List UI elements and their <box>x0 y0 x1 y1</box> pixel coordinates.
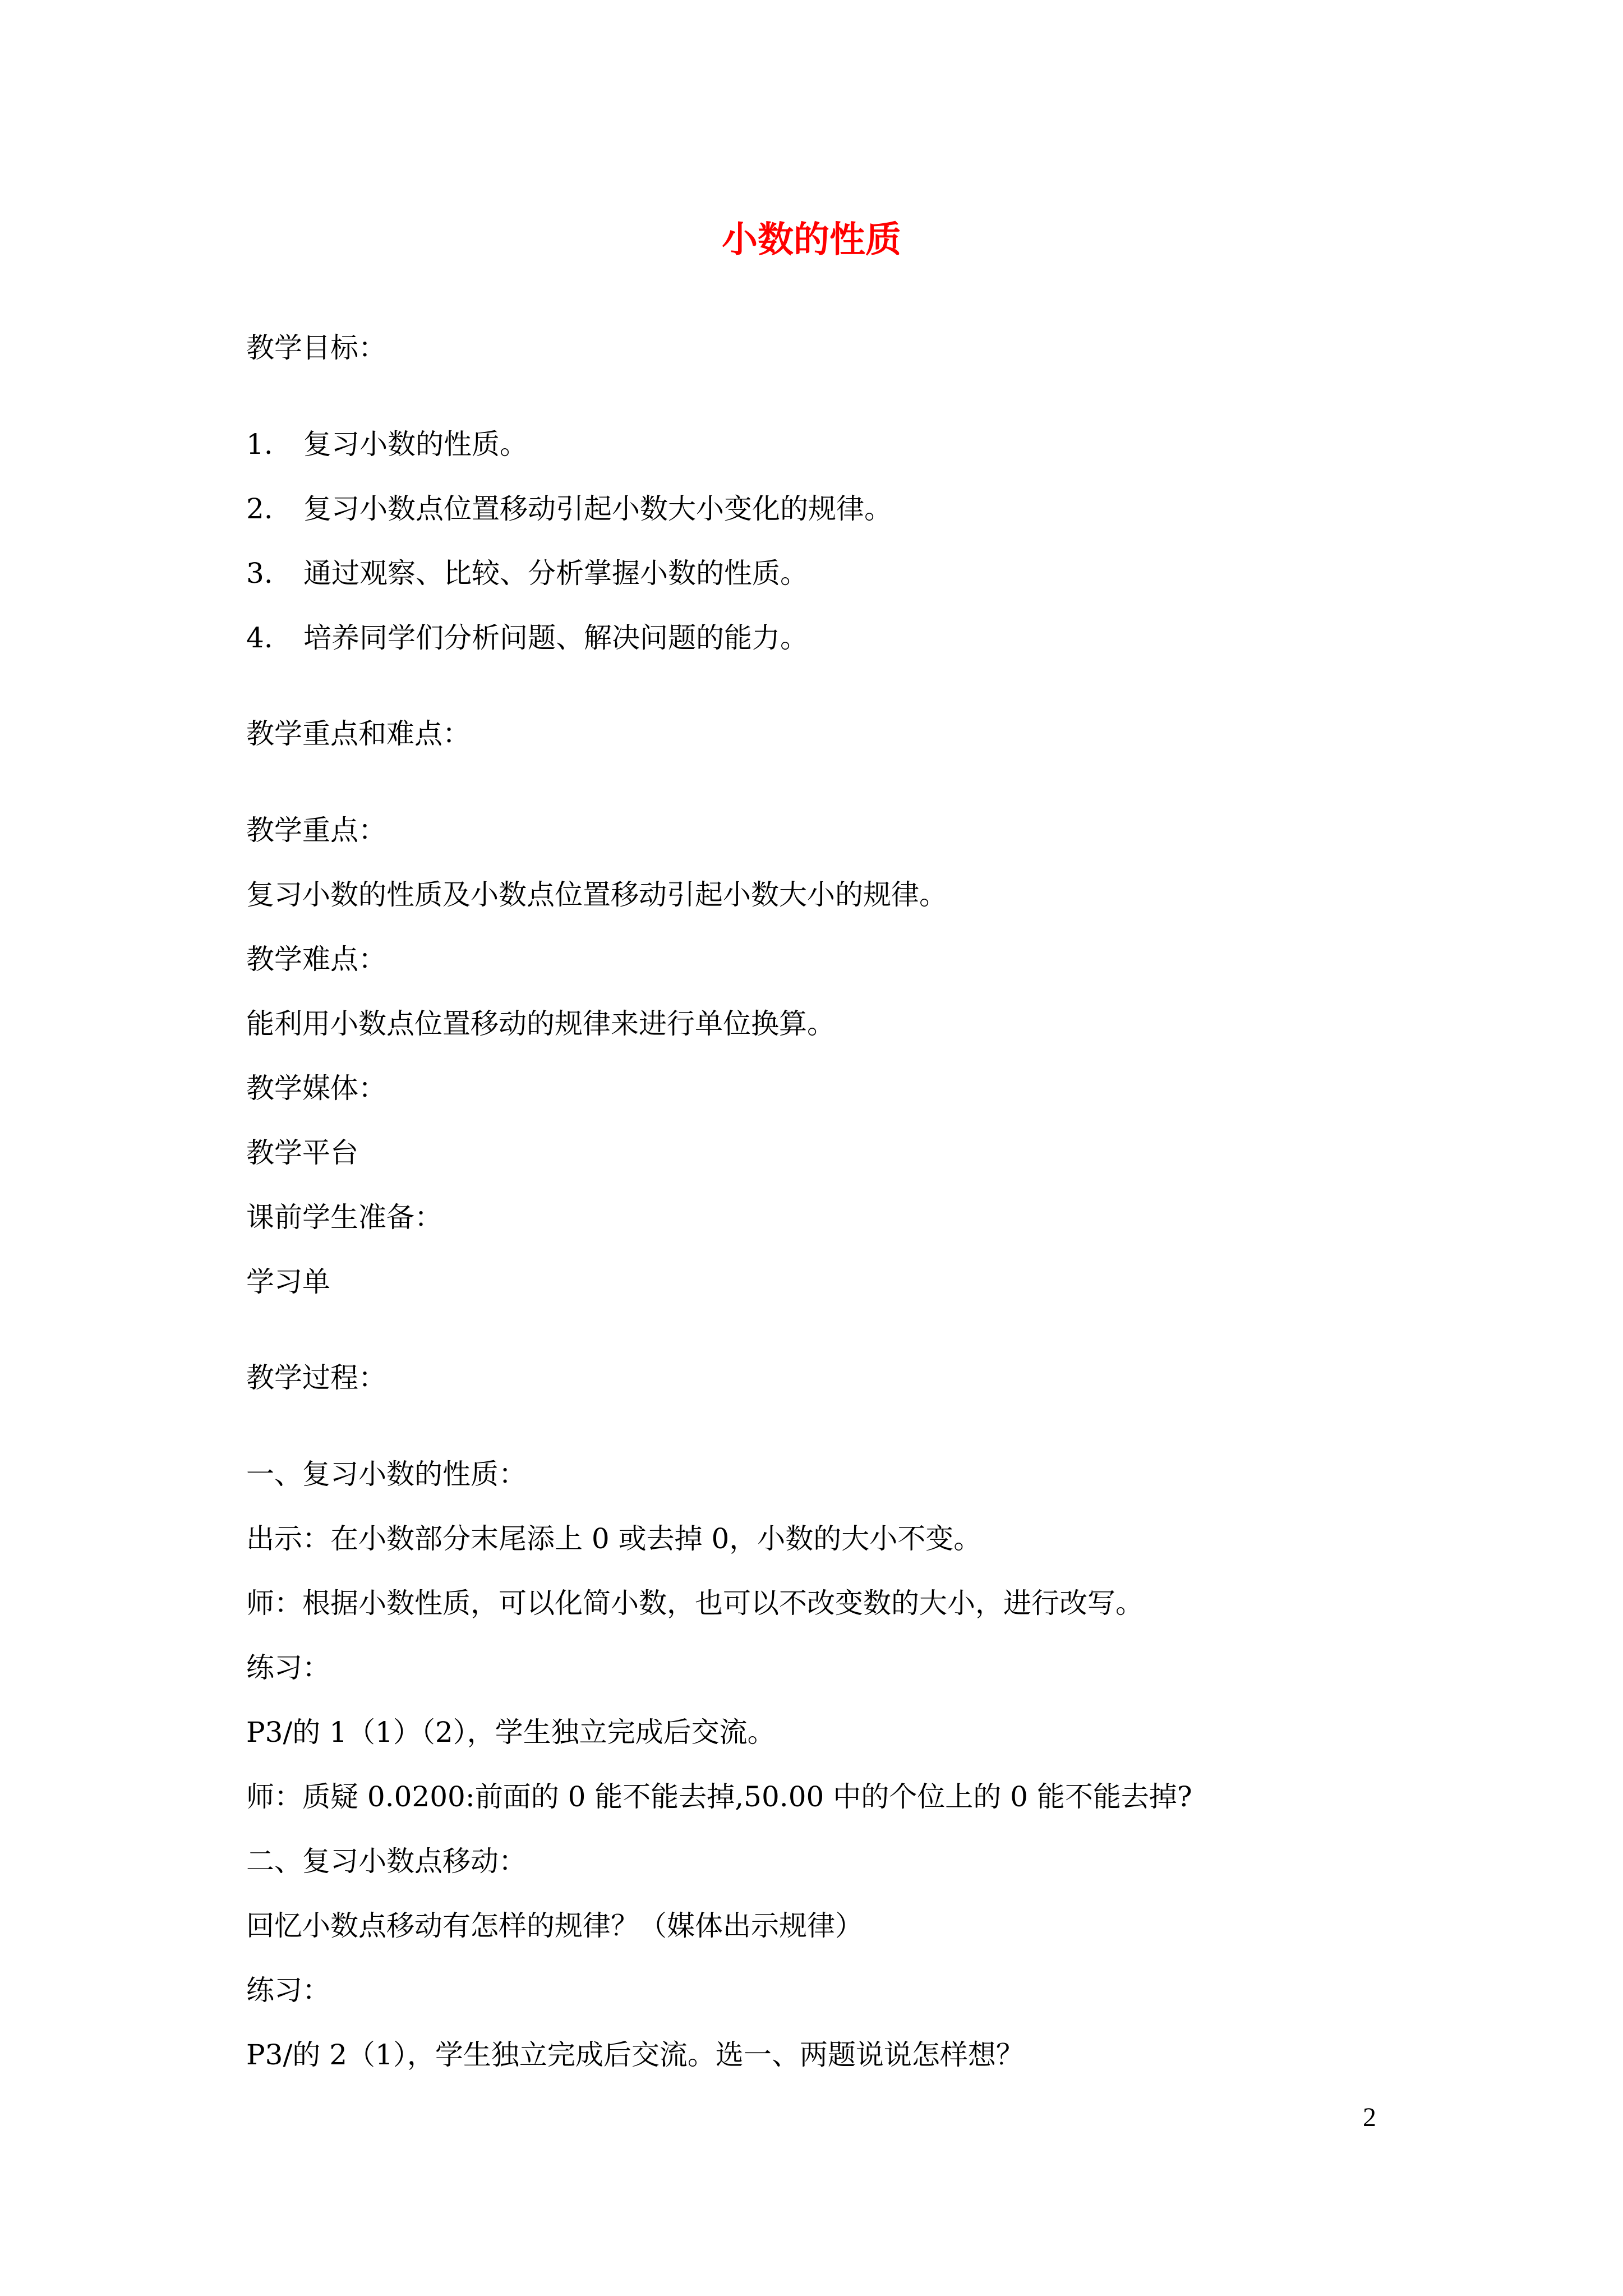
section2-heading: 二、复习小数点移动： <box>246 1845 527 1878</box>
key-text: 复习小数的性质及小数点位置移动引起小数大小的规律。 <box>246 878 947 911</box>
section2-recall: 回忆小数点移动有怎样的规律？（媒体出示规律） <box>246 1910 863 1942</box>
media-heading: 教学媒体： <box>246 1072 386 1105</box>
prep-text: 学习单 <box>246 1266 330 1298</box>
section1-question: 师：质疑 0.0200:前面的 0 能不能去掉,50.00 中的个位上的 0 能不能去掉? <box>246 1780 1192 1813</box>
objectives-heading: 教学目标： <box>246 332 386 364</box>
section1-practice: 练习： <box>246 1651 330 1684</box>
objective-text: 培养同学们分析问题、解决问题的能力。 <box>303 622 808 654</box>
prep-heading: 课前学生准备： <box>246 1201 442 1234</box>
objective-number: 2. <box>246 493 273 525</box>
section1-show: 出示：在小数部分末尾添上 0 或去掉 0，小数的大小不变。 <box>246 1522 982 1555</box>
media-text: 教学平台 <box>246 1137 358 1169</box>
section2-exercise: P3/的 2（1），学生独立完成后交流。选一、两题说说怎样想？ <box>246 2039 1024 2071</box>
objective-item <box>246 615 808 660</box>
process-heading: 教学过程： <box>246 1361 386 1394</box>
objective-text: 通过观察、比较、分析掌握小数的性质。 <box>303 557 808 590</box>
difficult-text: 能利用小数点位置移动的规律来进行单位换算。 <box>246 1007 835 1040</box>
objective-number: 4. <box>246 622 273 654</box>
section2-practice: 练习： <box>246 1974 330 2007</box>
objective-item <box>246 551 808 596</box>
section1-heading: 一、复习小数的性质： <box>246 1458 527 1490</box>
objective-item <box>246 486 892 531</box>
page-title: 小数的性质 <box>722 219 901 261</box>
objective-number: 1. <box>246 428 273 461</box>
key-heading: 教学重点： <box>246 814 386 846</box>
section1-teacher: 师：根据小数性质，可以化简小数，也可以不改变数的大小，进行改写。 <box>246 1587 1144 1619</box>
objective-text: 复习小数点位置移动引起小数大小变化的规律。 <box>303 493 892 525</box>
page-number: 2 <box>1363 2102 1376 2132</box>
objective-number: 3. <box>246 557 273 590</box>
key-difficult-heading: 教学重点和难点： <box>246 717 471 750</box>
objective-text: 复习小数的性质。 <box>303 428 528 461</box>
section1-exercise: P3/的 1（1）（2），学生独立完成后交流。 <box>246 1716 776 1749</box>
objective-item <box>246 422 528 467</box>
difficult-heading: 教学难点： <box>246 943 386 976</box>
